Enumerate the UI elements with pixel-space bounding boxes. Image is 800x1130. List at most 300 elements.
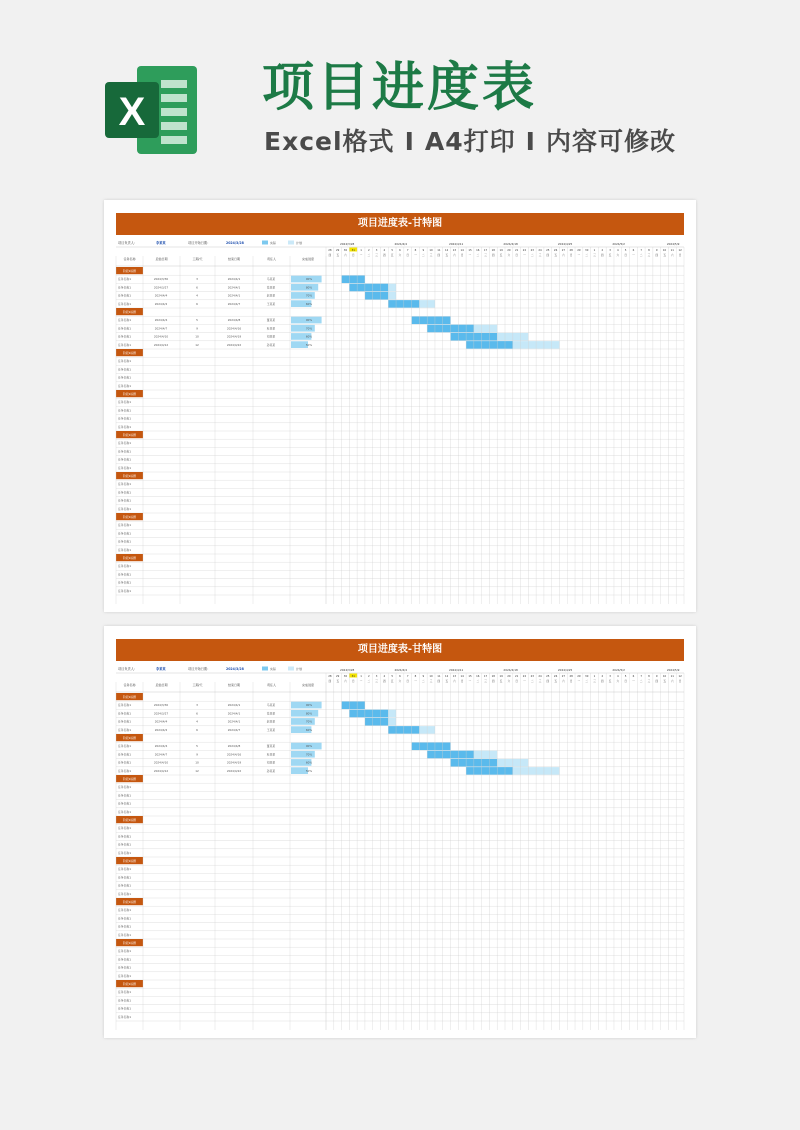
day-number: 28 [328,249,332,252]
day-number: 11 [437,249,441,252]
day-number: 29 [336,675,340,678]
day-number: 6 [632,675,635,678]
week-label: 2024/4/18 [503,668,518,672]
gantt-bar-cell [412,726,420,734]
gantt-bar-cell [497,767,505,775]
task-progress-fill [291,710,318,717]
task-name: 任务名称1 [118,744,131,749]
task-end-date: 2024/4/19 [226,760,242,765]
legend-plan-swatch [262,241,268,245]
weekday-label: 三 [593,680,596,683]
task-progress: 50% [305,768,313,773]
task-duration: 12 [195,342,199,347]
day-number: 6 [399,249,401,252]
weekday-label: 一 [359,680,363,683]
weekday-label: 日 [460,254,464,257]
task-name: 任务名称1 [118,506,131,511]
week-label: 2024/4/25 [557,668,573,672]
day-number: 12 [678,249,682,252]
task-progress: 80% [305,711,313,716]
gantt-bar-cell [544,767,552,775]
gantt-bar-cell [419,726,427,734]
day-number: 4 [383,675,386,678]
task-name: 任务名称1 [118,301,131,306]
phase-title: 阶段1标题 [123,695,136,699]
task-name: 任务名称1 [118,932,131,937]
task-end-date: 2024/4/8 [227,744,241,749]
gantt-bar-cell [427,743,435,751]
weekday-label: 日 [569,680,573,683]
task-owner: 赵某某 [266,293,276,298]
weekday-label: 一 [414,254,417,257]
weekday-label: 一 [414,680,417,683]
day-number: 3 [375,249,378,252]
gantt-bar-cell [482,759,490,767]
task-progress-fill [291,284,318,291]
task-progress: 90% [305,703,313,708]
column-header: 责任人 [266,257,277,261]
gantt-bar-cell [521,333,529,341]
day-number: 5 [624,249,627,252]
gantt-grid [104,200,696,612]
gantt-bar-cell [521,767,529,775]
task-name: 任务名称1 [118,367,131,372]
day-number: 19 [499,675,503,678]
weekday-label: 六 [562,680,565,683]
weekday-label: 日 [406,680,410,683]
gantt-bar-cell [528,767,536,775]
task-name: 任务名称1 [118,719,131,724]
task-name: 任务名称1 [118,334,131,339]
gantt-bar-cell [482,325,490,333]
task-progress: 60% [305,760,313,765]
phase-title: 阶段1标题 [123,941,136,945]
gantt-bar-cell [373,292,381,300]
gantt-bar-cell [357,284,365,292]
task-name: 任务名称1 [118,809,131,814]
task-name: 任务名称1 [118,416,131,421]
weekday-label: 五 [663,680,666,683]
task-start-date: 2024/4/7 [154,326,168,331]
weekday-label: 五 [554,680,557,683]
day-number: 2 [367,249,370,252]
task-name: 任务名称1 [118,826,131,831]
column-header: 工期/天 [192,683,203,687]
task-duration: 4 [196,293,198,298]
task-start-date: 2024/4/12 [153,768,169,773]
weekday-label: 五 [608,680,612,683]
gantt-grid [104,626,696,1038]
gantt-bar-cell [466,333,474,341]
weekday-label: 五 [445,254,448,257]
task-end-date: 2024/4/1 [227,711,241,716]
weekday-label: 四 [492,680,495,683]
task-name: 任务名称1 [118,531,131,536]
weekday-label: 日 [351,680,355,683]
task-name: 任务名称1 [118,957,131,962]
day-number: 10 [662,249,667,252]
task-name: 任务名称1 [118,908,131,913]
week-label: 2024/4/11 [448,668,464,672]
day-number: 6 [399,675,401,678]
task-name: 任务名称1 [118,564,131,569]
day-number: 15 [468,249,472,252]
weekday-label: 五 [390,680,394,683]
project-leader-label: 项目负责人： [118,241,138,245]
subtitle-separator: I [404,127,415,156]
week-label: 2024/5/9 [666,242,680,246]
gantt-bar-cell [536,767,544,775]
weekday-label: 日 [515,254,518,257]
column-header: 启始日期 [155,683,168,687]
weekday-label: 六 [616,680,620,683]
day-number: 1 [593,675,596,678]
subtitle-format: Excel格式 [264,127,395,156]
day-number: 30 [343,675,348,678]
day-number: 20 [507,249,511,252]
gantt-bar-cell [552,341,560,349]
gantt-bar-cell [365,292,373,300]
task-name: 任务名称1 [118,891,131,896]
task-name: 任务名称1 [118,1006,131,1011]
day-number: 1 [593,249,596,252]
day-number: 12 [444,675,449,678]
task-progress: 70% [305,293,313,298]
gantt-bar-cell [466,751,474,759]
task-name: 任务名称1 [118,998,131,1003]
week-label: 2024/5/9 [666,668,680,672]
task-name: 任务名称1 [118,834,131,839]
gantt-bar-cell [505,341,513,349]
excel-logo-icon [103,62,201,158]
day-number: 18 [491,675,495,678]
task-progress: 90% [305,318,313,323]
gantt-bar-cell [427,751,435,759]
legend-actual-label: 计划 [296,241,303,245]
day-number: 16 [476,675,480,678]
weekday-label: 四 [437,680,441,683]
gantt-bar-cell [427,317,435,325]
gantt-bar-cell [451,325,459,333]
legend-plan-label: 实际 [270,667,277,671]
day-number: 5 [391,675,393,678]
task-duration: 6 [196,727,198,732]
subtitle-editable: 内容可修改 [545,127,676,156]
gantt-bar-cell [482,767,490,775]
weekday-label: 三 [593,254,596,257]
task-start-date: 2024/4/7 [154,752,168,757]
phase-title: 阶段1标题 [123,351,136,355]
gantt-bar-cell [489,341,497,349]
day-number: 3 [609,675,611,678]
gantt-bar-cell [435,751,443,759]
day-number: 24 [538,675,542,678]
task-start-date: 2024/4/10 [153,334,169,339]
weekday-label: 六 [507,254,511,257]
gantt-bar-cell [474,325,482,333]
gantt-bar-cell [521,341,529,349]
task-duration: 3 [196,703,198,708]
weekday-label: 三 [538,254,542,257]
task-name: 任务名称1 [118,498,131,503]
weekday-label: 一 [577,680,581,683]
gantt-bar-cell [349,702,357,710]
week-label: 2024/4/4 [394,242,408,246]
day-number: 1 [360,249,362,252]
task-duration: 6 [196,285,198,290]
weekday-label: 三 [538,680,542,683]
task-name: 任务名称1 [118,342,131,347]
weekday-label: 二 [530,254,534,257]
task-progress: 70% [305,719,313,724]
weekday-label: 一 [468,254,472,257]
task-end-date: 2024/4/7 [227,727,241,732]
task-duration: 5 [196,744,198,749]
day-number: 8 [414,249,417,252]
gantt-bar-cell [357,702,365,710]
weekday-label: 四 [546,680,550,683]
gantt-bar-cell [412,743,420,751]
page-title: 项目进度表 [262,58,538,118]
day-number: 3 [609,249,611,252]
weekday-label: 一 [632,254,635,257]
task-owner: 杜某某 [266,326,276,331]
task-name: 任务名称1 [118,539,131,544]
phase-title: 阶段1标题 [123,900,136,904]
task-end-date: 2024/4/1 [227,293,241,298]
task-start-date: 2024/3/27 [153,711,169,716]
day-number: 4 [617,249,619,252]
gantt-bar-cell [451,333,459,341]
phase-title: 阶段1标题 [123,310,136,314]
week-label: 2024/5/2 [612,668,625,672]
day-number: 7 [406,249,409,252]
gantt-bar-cell [482,341,490,349]
weekday-label: 一 [523,254,526,257]
day-number: 18 [491,249,495,252]
task-progress: 60% [305,301,313,306]
weekday-label: 六 [398,680,402,683]
gantt-bar-cell [482,751,490,759]
gantt-bar-cell [365,284,373,292]
task-name: 任务名称1 [118,949,131,954]
gantt-bar-cell [552,767,560,775]
task-owner: 刘某某 [266,334,276,339]
gantt-bar-cell [466,325,474,333]
task-start-date: 2024/4/2 [154,301,168,306]
weekday-label: 二 [421,680,425,683]
week-label: 2024/3/28 [340,668,355,672]
weekday-label: 日 [406,254,410,257]
day-number: 10 [429,675,433,678]
weekday-label: 四 [600,680,604,683]
weekday-label: 二 [585,254,589,257]
week-label: 2024/4/11 [448,242,464,246]
phase-title: 阶段1标题 [123,269,136,273]
task-name: 任务名称1 [118,547,131,552]
task-name: 任务名称1 [118,973,131,978]
sheet-title: 项目进度表-甘特图 [116,639,684,661]
weekday-label: 五 [608,254,612,257]
task-duration: 12 [195,768,199,773]
task-name: 任务名称1 [118,318,131,323]
gantt-bar-cell [380,292,388,300]
weekday-label: 五 [554,254,557,257]
weekday-label: 日 [569,254,573,257]
task-duration: 6 [196,711,198,716]
day-number: 22 [522,249,527,252]
weekday-label: 六 [398,254,402,257]
gantt-bar-cell [380,710,388,718]
task-name: 任务名称1 [118,277,131,282]
task-progress: 50% [305,342,313,347]
weekday-label: 三 [484,254,487,257]
day-number: 7 [640,249,643,252]
gantt-bar-cell [349,284,357,292]
task-start-date: 2024/3/30 [153,277,169,282]
day-number: 5 [391,249,393,252]
gantt-bar-cell [373,718,381,726]
task-name: 任务名称1 [118,883,131,888]
task-start-date: 2024/4/4 [154,719,168,724]
weekday-label: 日 [515,680,518,683]
task-name: 任务名称1 [118,965,131,970]
gantt-bar-cell [427,726,435,734]
task-end-date: 2024/4/22 [226,342,242,347]
weekday-label: 一 [359,254,363,257]
project-leader-value: 李某某 [156,241,166,245]
weekday-label: 六 [344,680,347,683]
day-number: 8 [414,675,417,678]
phase-title: 阶段1标题 [123,777,136,781]
day-number: 29 [577,249,581,252]
task-start-date: 2024/4/4 [154,293,168,298]
task-name: 任务名称1 [118,588,131,593]
week-label: 2024/4/18 [503,242,518,246]
day-number: 21 [515,249,519,252]
page-banner [0,0,800,190]
day-number: 13 [452,249,457,252]
day-number: 22 [522,675,527,678]
task-progress: 70% [305,752,313,757]
weekday-label: 三 [375,680,378,683]
day-number: 17 [483,249,488,252]
task-name: 任务名称1 [118,875,131,880]
gantt-bar-cell [357,276,365,284]
weekday-label: 二 [476,680,480,683]
task-name: 任务名称1 [118,924,131,929]
project-start-label: 项目开始日期： [188,241,211,245]
task-name: 任务名称1 [118,916,131,921]
task-owner: 孙某某 [266,768,276,773]
weekday-label: 四 [437,254,441,257]
day-number: 9 [655,675,658,678]
day-number: 10 [662,675,667,678]
weekday-label: 六 [453,254,456,257]
gantt-bar-cell [412,317,420,325]
gantt-bar-cell [489,325,497,333]
gantt-bar-cell [427,325,435,333]
weekday-label: 五 [663,254,666,257]
gantt-bar-cell [536,341,544,349]
task-name: 任务名称1 [118,359,131,364]
day-number: 12 [444,249,449,252]
task-name: 任务名称1 [118,465,131,470]
gantt-bar-cell [513,341,521,349]
gantt-bar-cell [497,759,505,767]
gantt-bar-cell [419,743,427,751]
weekday-label: 日 [678,254,682,257]
task-owner: 王某某 [266,727,276,732]
gantt-bar-cell [412,300,420,308]
gantt-bar-cell [388,718,396,726]
weekday-label: 四 [600,254,604,257]
gantt-bar-cell [435,317,443,325]
column-header: 启始日期 [155,257,168,261]
phase-title: 阶段1标题 [123,982,136,986]
weekday-label: 六 [671,680,674,683]
day-number: 11 [437,675,441,678]
day-number: 14 [460,249,464,252]
week-label: 2024/4/25 [557,242,573,246]
weekday-label: 二 [476,254,480,257]
column-header: 结束日期 [227,683,241,687]
weekday-label: 二 [530,680,534,683]
task-start-date: 2024/4/10 [153,760,169,765]
weekday-label: 二 [367,680,371,683]
day-number: 7 [640,675,643,678]
day-number: 1 [360,675,362,678]
task-name: 任务名称1 [118,424,131,429]
sheet-title: 项目进度表-甘特图 [116,213,684,235]
gantt-bar-cell [435,325,443,333]
task-owner: 杜某某 [266,752,276,757]
task-name: 任务名称1 [118,842,131,847]
day-number: 31 [351,249,355,252]
task-name: 任务名称1 [118,449,131,454]
gantt-bar-cell [357,710,365,718]
weekday-label: 六 [344,254,347,257]
day-number: 25 [546,675,550,678]
task-duration: 10 [195,334,199,339]
day-number: 10 [429,249,433,252]
task-name: 任务名称1 [118,383,131,388]
weekday-label: 五 [336,680,339,683]
task-name: 任务名称1 [118,990,131,995]
task-name: 任务名称1 [118,760,131,765]
day-number: 8 [648,675,650,678]
gantt-sheet-preview [104,626,696,1038]
task-duration: 3 [196,277,198,282]
task-owner: 王某某 [266,301,276,306]
task-start-date: 2024/4/4 [154,318,168,323]
day-number: 30 [585,249,589,252]
project-leader-value: 李某某 [156,667,166,671]
task-name: 任务名称1 [118,703,131,708]
task-owner: 张某某 [266,711,276,716]
weekday-label: 五 [445,680,448,683]
task-owner: 孙某某 [266,342,276,347]
weekday-label: 三 [429,254,433,257]
task-name: 任务名称1 [118,285,131,290]
gantt-bar-cell [466,767,474,775]
weekday-label: 一 [632,680,635,683]
task-name: 任务名称1 [118,490,131,495]
gantt-bar-cell [497,333,505,341]
gantt-bar-cell [458,759,466,767]
gantt-bar-cell [489,759,497,767]
day-number: 13 [452,675,457,678]
